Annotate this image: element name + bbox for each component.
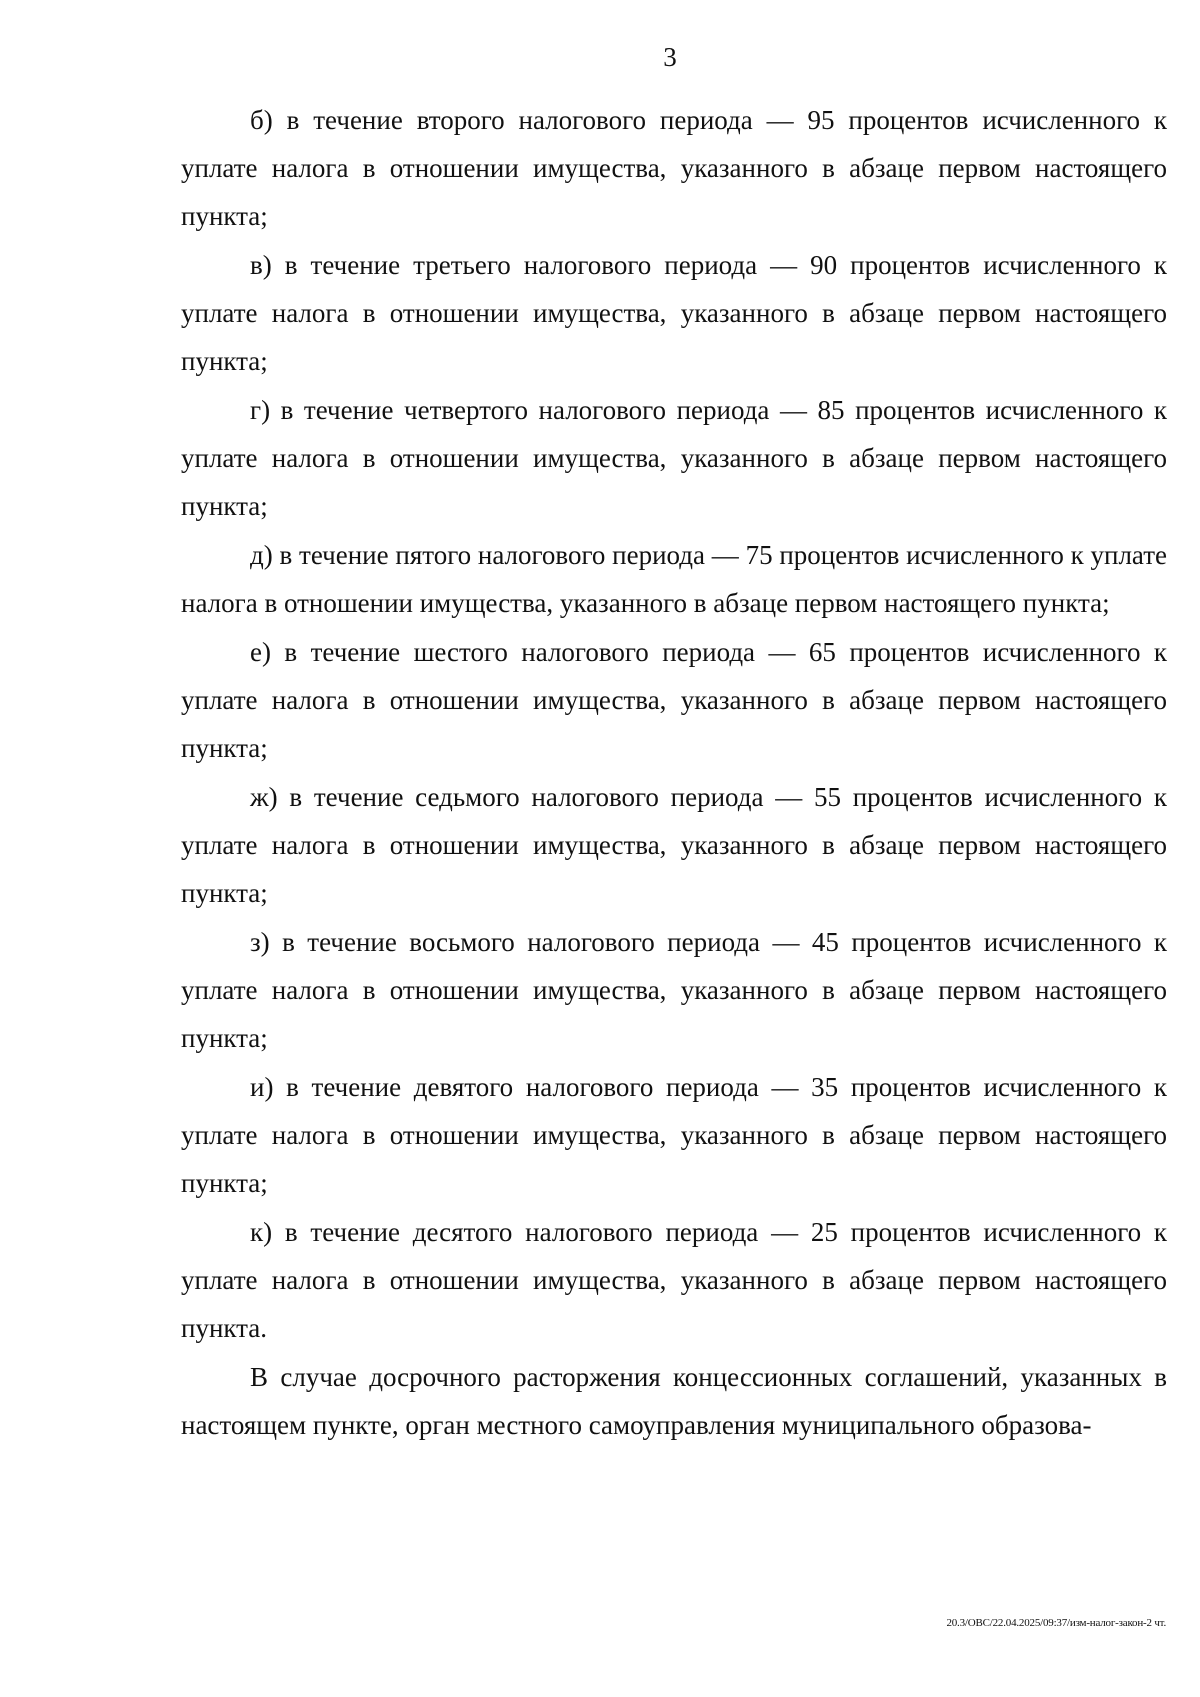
paragraph-b: б) в течение второго налогового периода — 95 процентов исчисленного к уплате налога в отношении имущества, указанного в абзаце первом настоящего пункта;	[181, 105, 1167, 231]
paragraph-k: к) в течение десятого налогового периода — 25 процентов исчисленного к уплате налога в отношении имущества, указанного в абзаце первом настоящего пункта.	[181, 1217, 1167, 1343]
page-number: 3	[663, 42, 677, 72]
document-body	[181, 96, 1167, 1450]
paragraph-early-termination: В случае досрочного расторжения концессионных соглашений, указанных в настоящем пункте, орган местного самоуправления муниципального образова-	[181, 1362, 1167, 1440]
paragraph-d: д) в течение пятого налогового периода — 75 процентов исчисленного к уплате налога в отношении имущества, указанного в абзаце первом настоящего пункта;	[181, 540, 1167, 618]
paragraph-e: е) в течение шестого налогового периода — 65 процентов исчисленного к уплате налога в отношении имущества, указанного в абзаце первом настоящего пункта;	[181, 637, 1167, 763]
paragraph-i: и) в течение девятого налогового периода — 35 процентов исчисленного к уплате налога в отношении имущества, указанного в абзаце первом настоящего пункта;	[181, 1072, 1167, 1198]
paragraph-zh: ж) в течение седьмого налогового периода — 55 процентов исчисленного к уплате налога в отношении имущества, указанного в абзаце первом настоящего пункта;	[181, 782, 1167, 908]
paragraph-v: в) в течение третьего налогового периода — 90 процентов исчисленного к уплате налога в отношении имущества, указанного в абзаце первом настоящего пункта;	[181, 250, 1167, 376]
document-footer-code: 20.3/ОВС/22.04.2025/09:37/изм-налог-закон-2 чт.	[946, 1617, 1166, 1629]
paragraph-g: г) в течение четвертого налогового периода — 85 процентов исчисленного к уплате налога в отношении имущества, указанного в абзаце первом настоящего пункта;	[181, 395, 1167, 521]
paragraph-z: з) в течение восьмого налогового периода — 45 процентов исчисленного к уплате налога в отношении имущества, указанного в абзаце первом настоящего пункта;	[181, 927, 1167, 1053]
